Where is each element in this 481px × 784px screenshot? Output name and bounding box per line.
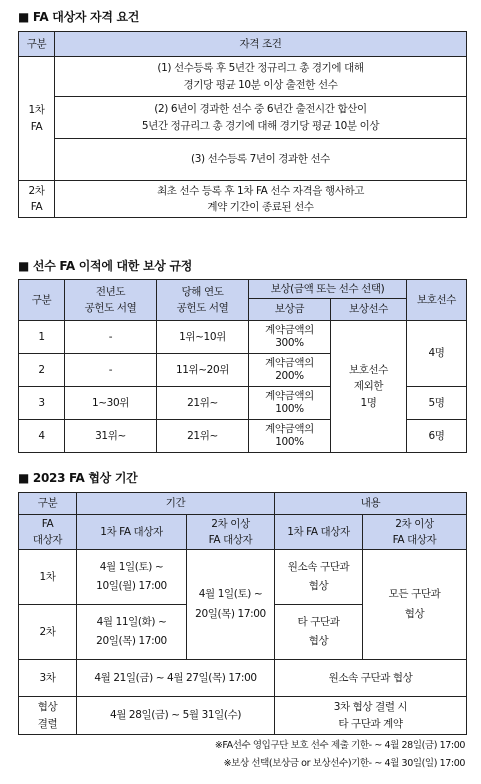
header-type: 구분 xyxy=(19,493,77,515)
round-label: 2차 xyxy=(19,605,77,660)
round-label: 협상 결렬 xyxy=(19,697,77,735)
row-comp-money: 계약금액의 200% xyxy=(249,354,331,387)
round1-period: 4월 1일(토) ~ 10일(월) 17:00 xyxy=(77,550,187,605)
round3-period: 4월 21일(금) ~ 4월 27일(목) 17:00 xyxy=(77,660,275,697)
header-comp-money: 보상금 xyxy=(249,299,331,321)
header-prev-rank: 전년도 공헌도 서열 xyxy=(65,280,157,321)
header-content: 내용 xyxy=(275,493,467,515)
row-comp-money: 계약금액의 100% xyxy=(249,420,331,453)
fa-qualification-table xyxy=(18,31,467,218)
header-first-fa: 1차 FA 대상자 xyxy=(77,515,187,550)
condition-second-fa: 최초 선수 등록 후 1차 FA 선수 자격을 행사하고 계약 기간이 종료된 선수 xyxy=(55,181,467,218)
type-second-fa: 2차 FA xyxy=(19,181,55,218)
row-curr-rank: 21위~ xyxy=(157,387,249,420)
header-condition: 자격 조건 xyxy=(55,32,467,57)
round3-content: 원소속 구단과 협상 xyxy=(275,660,467,697)
type-first-fa: 1차 FA xyxy=(19,57,55,181)
condition-2: (2) 6년이 경과한 선수 중 6년간 출전시간 합산이 5년간 정규리그 총 경기에 대해 경기당 평균 10분 이상 xyxy=(55,97,467,139)
header-type: 구분 xyxy=(19,280,65,321)
row-curr-rank: 11위~20위 xyxy=(157,354,249,387)
header-type: 구분 xyxy=(19,32,55,57)
header-second-fa: 2차 이상 FA 대상자 xyxy=(187,515,275,550)
footnote-protected-deadline: ※FA선수 영입구단 보호 선수 제출 기한- ~ 4월 28일(금) 17:00 xyxy=(214,740,465,751)
row-prev-rank: 1~30위 xyxy=(65,387,157,420)
header-curr-rank: 당해 연도 공헌도 서열 xyxy=(157,280,249,321)
compensation-table xyxy=(18,279,467,453)
round-label: 1차 xyxy=(19,550,77,605)
condition-3: (3) 선수등록 7년이 경과한 선수 xyxy=(55,139,467,181)
breakdown-content: 3차 협상 결렬 시 타 구단과 계약 xyxy=(275,697,467,735)
condition-1: (1) 선수등록 후 5년간 정규리그 총 경기에 대해 경기당 평균 10분 이상 출전한 선수 xyxy=(55,57,467,97)
row-prev-rank: - xyxy=(65,321,157,354)
breakdown-period: 4월 28일(금) ~ 5월 31일(수) xyxy=(77,697,275,735)
round-label: 3차 xyxy=(19,660,77,697)
header-target: FA 대상자 xyxy=(19,515,77,550)
header-period: 기간 xyxy=(77,493,275,515)
row-comp-money: 계약금액의 100% xyxy=(249,387,331,420)
row-no: 3 xyxy=(19,387,65,420)
footnote-compensation-deadline: ※보상 선택(보상금 or 보상선수)기한- ~ 4월 30일(일) 17:00 xyxy=(223,758,465,769)
protected-count: 6명 xyxy=(407,420,467,453)
row-comp-money: 계약금액의 300% xyxy=(249,321,331,354)
row-no: 2 xyxy=(19,354,65,387)
round12-second-fa-period: 4월 1일(토) ~ 20일(목) 17:00 xyxy=(187,550,275,660)
header-compensation: 보상(금액 또는 선수 선택) xyxy=(249,280,407,299)
negotiation-period-table xyxy=(18,492,467,735)
header-protected: 보호선수 xyxy=(407,280,467,321)
row-curr-rank: 1위~10위 xyxy=(157,321,249,354)
row-prev-rank: - xyxy=(65,354,157,387)
round1-content: 원소속 구단과 협상 xyxy=(275,550,363,605)
section1-title: ■ FA 대상자 자격 요건 xyxy=(18,10,140,24)
protected-count: 5명 xyxy=(407,387,467,420)
section3-title: ■ 2023 FA 협상 기간 xyxy=(18,471,138,485)
row-no: 4 xyxy=(19,420,65,453)
row-prev-rank: 31위~ xyxy=(65,420,157,453)
row-curr-rank: 21위~ xyxy=(157,420,249,453)
header-first-fa: 1차 FA 대상자 xyxy=(275,515,363,550)
round12-second-fa-content: 모든 구단과 협상 xyxy=(363,550,467,660)
row-no: 1 xyxy=(19,321,65,354)
section2-title: ■ 선수 FA 이적에 대한 보상 규정 xyxy=(18,259,193,273)
header-comp-player: 보상선수 xyxy=(331,299,407,321)
protected-count: 4명 xyxy=(407,321,467,387)
comp-player-merged: 보호선수 제외한 1명 xyxy=(331,321,407,453)
round2-period: 4월 11일(화) ~ 20일(목) 17:00 xyxy=(77,605,187,660)
round2-content: 타 구단과 협상 xyxy=(275,605,363,660)
header-second-fa: 2차 이상 FA 대상자 xyxy=(363,515,467,550)
